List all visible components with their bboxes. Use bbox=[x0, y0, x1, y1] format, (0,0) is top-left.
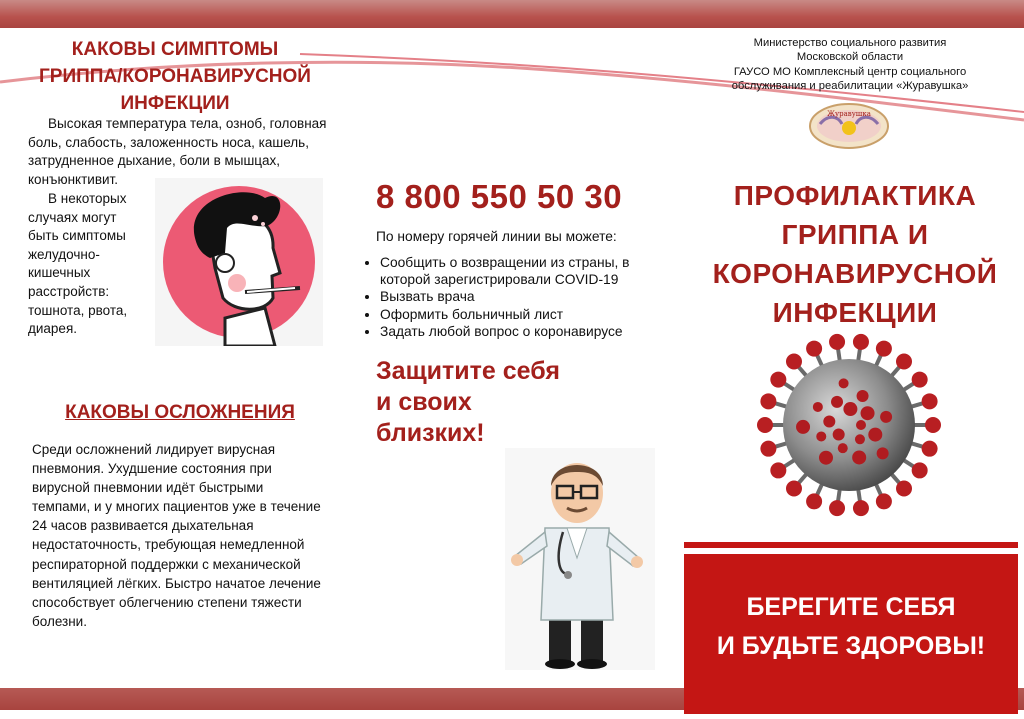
closing-line: БЕРЕГИТЕ СЕБЯ bbox=[746, 593, 956, 621]
gi-text-line: быть симптомы bbox=[28, 228, 126, 244]
symptoms-text-line: затрудненное дыхание, боли в мышцах, bbox=[28, 153, 281, 169]
virus-spike-head bbox=[786, 480, 802, 496]
virus-spike-head bbox=[853, 334, 869, 350]
virus-surface-protein bbox=[839, 378, 849, 388]
virus-surface-protein bbox=[796, 420, 810, 434]
virus-surface-protein bbox=[868, 428, 882, 442]
logo-text: Журавушка bbox=[827, 110, 871, 118]
symptoms-text-line: Высокая температура тела, озноб, головная bbox=[48, 116, 327, 131]
hotline-item: • Оформить больничный лист bbox=[380, 306, 700, 323]
symptoms-text-line: боль, слабость, заложенность носа, кашель, bbox=[28, 134, 309, 150]
complications-text bbox=[32, 440, 352, 631]
gi-text-line: диарея. bbox=[28, 321, 78, 337]
complications-text-line: темпами, и у многих пациентов уже в течение bbox=[32, 499, 321, 515]
main-title-line: ГРИППА И bbox=[781, 219, 929, 250]
virus-spike-head bbox=[786, 354, 802, 370]
gi-symptoms-text bbox=[28, 190, 158, 339]
main-title bbox=[690, 176, 1020, 332]
virus-spike-head bbox=[770, 462, 786, 478]
virus-surface-protein bbox=[831, 396, 843, 408]
zhuravushka-logo bbox=[808, 102, 890, 150]
virus-surface-protein bbox=[855, 434, 865, 444]
gi-text-line: случаях могут bbox=[28, 209, 117, 225]
virus-surface-protein bbox=[852, 450, 866, 464]
virus-surface-protein bbox=[833, 428, 845, 440]
virus-spike-head bbox=[760, 393, 776, 409]
virus-spike-head bbox=[760, 441, 776, 457]
closing-box-top-stripe bbox=[684, 542, 1018, 548]
virus-surface-protein bbox=[877, 447, 889, 459]
virus-surface-protein bbox=[861, 406, 875, 420]
complications-text-line: пневмония. Ухудшение состояния при bbox=[32, 461, 272, 477]
symptoms-title-line: ИНФЕКЦИИ bbox=[120, 93, 230, 114]
complications-text-line: болезни. bbox=[32, 613, 87, 629]
gi-text-line: тошнота, рвота, bbox=[28, 302, 128, 318]
virus-surface-protein bbox=[880, 411, 892, 423]
hotline-lead-text: По номеру горячей линии вы можете: bbox=[376, 229, 617, 244]
virus-spike-head bbox=[853, 500, 869, 516]
complications-text-line: Среди осложнений лидирует вирусная bbox=[32, 442, 276, 457]
coronavirus-illustration bbox=[754, 330, 944, 520]
virus-spike-head bbox=[806, 493, 822, 509]
virus-spike-head bbox=[922, 393, 938, 409]
virus-surface-protein bbox=[856, 420, 866, 430]
complications-title: КАКОВЫ ОСЛОЖНЕНИЯ bbox=[65, 402, 295, 423]
virus-surface-protein bbox=[816, 431, 826, 441]
closing-line: И БУДЬТЕ ЗДОРОВЫ! bbox=[716, 632, 986, 660]
virus-spike-head bbox=[876, 341, 892, 357]
virus-surface-protein bbox=[857, 390, 869, 402]
virus-surface-protein bbox=[813, 402, 823, 412]
virus-surface-protein bbox=[843, 402, 857, 416]
complications-text-line: способствует облегчению степени тяжести bbox=[32, 594, 302, 610]
virus-spike-head bbox=[925, 417, 941, 433]
complications-text-line: 24 часов развивается дыхательная bbox=[32, 518, 254, 534]
gi-text-line: расстройств: bbox=[28, 283, 110, 299]
main-title-line: ИНФЕКЦИИ bbox=[772, 297, 938, 328]
complications-text-line: вирусной пневмонии идёт быстрыми bbox=[32, 480, 264, 496]
virus-spike-head bbox=[912, 372, 928, 388]
virus-spike-head bbox=[896, 354, 912, 370]
virus-spike-head bbox=[770, 372, 786, 388]
symptoms-title-line: КАКОВЫ СИМПТОМЫ bbox=[71, 39, 279, 60]
hotline-phone-number[interactable]: 8 800 550 50 30 bbox=[376, 178, 623, 215]
virus-spike-head bbox=[757, 417, 773, 433]
symptoms-title bbox=[20, 36, 330, 117]
closing-message bbox=[684, 588, 1018, 666]
ministry-line: обслуживания и реабилитации «Журавушка» bbox=[731, 79, 969, 92]
virus-spike-head bbox=[922, 441, 938, 457]
hotline-item-text: Сообщить о возвращении из страны, в bbox=[380, 255, 630, 270]
hotline-item-text: которой зарегистрировали COVID-19 bbox=[380, 272, 619, 288]
protect-line: близких! bbox=[376, 419, 485, 447]
ministry-line: ГАУСО МО Комплексный центр социального bbox=[733, 65, 967, 78]
protect-line: Защитите себя bbox=[376, 357, 560, 385]
protect-slogan bbox=[376, 356, 560, 449]
symptoms-text-line: конъюнктивит. bbox=[28, 171, 118, 187]
complications-text-line: респираторной поддержки с механической bbox=[32, 556, 301, 572]
gi-text-line: В некоторых bbox=[48, 191, 127, 206]
hotline-list bbox=[362, 254, 700, 340]
virus-surface-protein bbox=[819, 451, 833, 465]
sick-person-illustration bbox=[155, 178, 323, 346]
hotline-item: • Вызвать врача bbox=[380, 288, 700, 305]
ministry-line: Министерство социального развития bbox=[753, 37, 947, 49]
virus-spike-head bbox=[829, 500, 845, 516]
virus-spike-head bbox=[876, 493, 892, 509]
gi-text-line: желудочно- bbox=[28, 246, 100, 262]
complications-text-line: недостаточность, требующая немедленной bbox=[32, 537, 305, 553]
doctor-illustration bbox=[505, 448, 655, 670]
hotline-item: • Задать любой вопрос о коронавирусе bbox=[380, 323, 700, 340]
main-title-line: КОРОНАВИРУСНОЙ bbox=[712, 258, 998, 289]
virus-surface-protein bbox=[823, 416, 835, 428]
virus-spike-head bbox=[896, 480, 912, 496]
ministry-line: Московской области bbox=[796, 51, 904, 64]
gi-text-line: кишечных bbox=[28, 265, 91, 281]
complications-text-line: вентиляцией лёгких. Быстро начатое лечение bbox=[32, 575, 321, 591]
virus-spike-head bbox=[912, 462, 928, 478]
ministry-header bbox=[700, 36, 1000, 93]
symptoms-title-line: ГРИППА/КОРОНАВИРУСНОЙ bbox=[39, 66, 311, 87]
main-title-line: ПРОФИЛАКТИКА bbox=[733, 180, 977, 211]
protect-line: и своих bbox=[376, 388, 472, 416]
hotline-item bbox=[380, 254, 700, 288]
virus-surface-protein bbox=[838, 443, 848, 453]
virus-spike-head bbox=[806, 341, 822, 357]
virus-spike-head bbox=[829, 334, 845, 350]
